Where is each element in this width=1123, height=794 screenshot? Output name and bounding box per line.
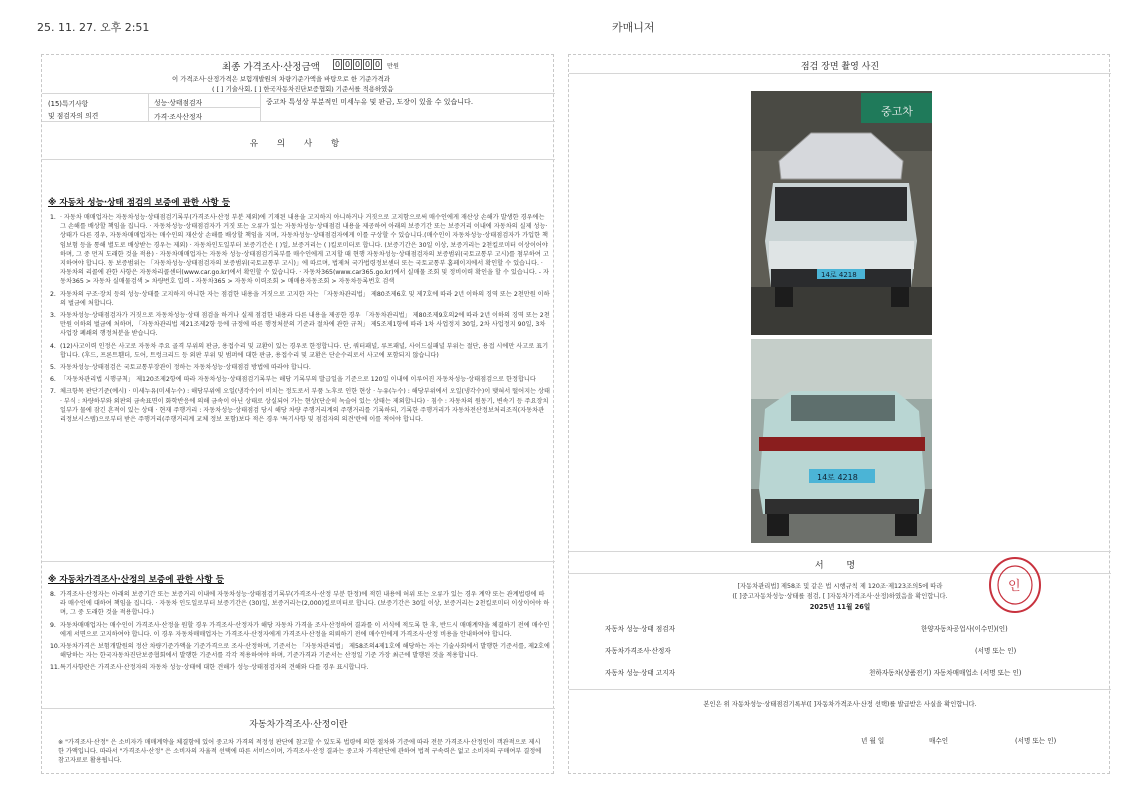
price-digit-boxes [333,59,382,70]
buyer-sign-placeholder: (서명 또는 인) [1015,737,1057,745]
seal-stamp-icon [988,556,1042,614]
right-panel [568,54,1110,774]
buyer-label: 매수인 [929,737,949,745]
cert-line-1: [자동차관리법] 제58조 및 같은 법 시행규칙 제 120조·제123조의5에 따라 [737,583,943,590]
divider [148,93,149,121]
price-title: 최종 가격조사·산정금액 [222,62,320,73]
appraisal-text: ※ "가격조사·산정" 은 소비자가 매매계약을 체결함에 있어 중고차 가격의 적정성 판단에 참고할 수 있도록 법령에 의한 절차와 기준에 따라 전문 가격조사·산정인이 객관적으로 제시한 가액입니다. 따라서 "가격조사·산정" 은 소비자의 자율적 선택에 따른 서비스이며, 가격조사·산정 결과는 중고차 가격판단에 관하여 법적 구속력은 없고 소비자의 구매여부 결정에 참고자료로 활용됩니다. [58,739,542,765]
official-seal-stamp [988,556,1042,614]
divider [42,121,555,122]
notice-item: 5. 자동차성능·상태점검은 국토교통부장관이 정하는 자동차성능·상태점검 방법에 따라야 합니다. [50,364,311,372]
price-note-1: 이 가격조사·산정가격은 보험개발원의 차량기준가액을 바탕으로 한 기준가격과 [172,75,390,83]
section2-title: ※ 자동차가격조사·산정의 보증에 관한 사항 등 [48,575,225,585]
notice-heading: 유 의 사 항 [249,139,348,149]
car-rear-image [751,339,932,543]
site-title: 카매니저 [612,21,655,34]
section2-items [50,590,550,676]
inspector-cell: 성능·상태점검자 [154,99,203,107]
seal-text: 인 [1008,579,1021,594]
notice-item: 3. 자동차성능·상태점검자가 거짓으로 자동차성능·상태 점검을 하거나 실제 점검한 내용과 다른 내용을 제공한 경우 「자동차관리법」 제80조제9호의2에 따라 2년 이하의 징역 또는 2천만원 이하의 벌금에 처하며, 「자동차관리법 제21조제2항 등에 규정에 따른 행정처분의 기준과 절차에 관한 규칙」 제5조제1항에 따라 1차 사업정지 30일, 2차 사업정지 90일, 3차사업장 폐쇄의 행정처분을 받습니다. [50,312,550,338]
cert-date: 2025년 11월 26일 [809,603,871,611]
notice-item: 10. 자동차가격은 보험개발원의 정산 차량기준가액을 기준가격으로 조사·산정하며, 기준서는 「자동차관리법」 제58조의4제1호에 해당하는 자는 기술사회에서 발행한 기준서를, 제2호에 해당하는 자는 한국자동차진단보증협회에서 발행한 기준서를 각각 적용하여야 하며, 기준가격과 기준서는 산정일 기준 가장 최근에 발행된 것을 적용합니다. [50,643,550,660]
issue-confirmation: 본인은 위 자동차성능·상태점검기록부([ ]자동차가격조사·산정 선택)를 발급받은 사실을 확인합니다. [703,701,977,708]
divider [42,561,555,562]
special-label: (15)특기사항 [48,100,89,108]
signature-role: 자동차 성능·상태 고지자 [605,669,675,677]
section1-title: ※ 자동차 성능·상태 점검의 보증에 관한 사항 등 [48,198,230,208]
special-label-sub: 및 점검자의 의견 [48,112,99,120]
plate-1-text: 14로 4218 [821,271,857,279]
signature-name: (서명 또는 인) [975,647,1017,655]
notice-item: 6. 「자동차관리법 시행규칙」 제120조제2항에 따라 자동차성능·상태점검기록부는 해당 기록부의 발급일을 기준으로 120일 이내에 이루어진 자동차성능·상태점검으로 한정합니다 [50,376,536,384]
price-digit: 0 [334,60,341,69]
divider [569,73,1111,74]
divider [42,159,555,160]
notice-item: 8. 가격조사·산정자는 아래의 보증기간 또는 보증거리 이내에 자동차성능·상태점검기록부(가격조사·산정 부분 한정)에 적힌 내용에 허위 또는 오류가 있는 경우 계약 또는 관계법령에 따라 매수인에 대하여 책임을 집니다. · 자동차 인도일로부터 보증기간은 (30)일, 보증거리는(2,000)킬로미터로 합니다. (보증기간은 30일 이상, 보증거리는 2천킬로미터 이상이어야 하며, 그 중 도래한 것을 적용합니다.) [50,591,550,617]
inspection-photo-front [751,91,932,335]
notice-item: 2. 자동차의 구조·장치 등의 성능·상태를 고지하지 아니한 자는 점검한 내용을 거짓으로 고지한 자는 「자동차관리법」 제80조제6호 및 제7호에 따라 2년 이하의 징역 또는 2천만원 이하의 벌금에 처합니다. [50,290,550,307]
price-note-2: ( [ ] 기술사회, [ ] 한국자동차진단보증협회) 기준서를 적용하였음 [212,85,394,93]
signature-role: 자동차 성능·상태 점검자 [605,625,675,633]
section1-items [50,213,550,427]
divider [260,93,261,121]
issue-date-placeholder: 년 월 일 [861,737,885,745]
inspection-photo-rear [751,339,932,543]
signature-name: 천하자동차(상품전기) 자동차매매업소 (서명 또는 인) [869,669,1022,677]
divider [42,708,555,709]
price-digit: 0 [374,60,381,69]
signature-role: 자동차가격조사·산정자 [605,647,671,655]
signature-title: 서 명 [814,561,866,571]
signature-name: 한양자동차공업사(이수민)(인) [921,625,1008,633]
cert-line-2: ([ ]중고자동차성능·상태를 점검, [ ]자동차가격조사·산정)하였음을 확인합니다. [732,593,948,600]
print-datetime: 25. 11. 27. 오후 2:51 [37,21,150,34]
divider [569,551,1111,552]
price-digit: 0 [344,60,351,69]
divider [42,93,555,94]
appraisal-title: 자동차가격조사·산정이란 [249,720,348,730]
price-digit: 0 [354,60,361,69]
inspector-opinion: 중고차 특성상 부분적인 미세누유 및 판금, 도장이 있을 수 있습니다. [266,98,474,106]
appraiser-cell: 가격·조사산정자 [154,113,203,121]
plate-2-text: 14로 4218 [817,473,858,482]
photo-title: 점검 장면 촬영 사진 [800,62,880,72]
notice-item: 9. 자동차매매업자는 매수인이 가격조사·산정을 원할 경우 가격조사·산정자가 해당 자동차 가격을 조사·산정하여 결과를 이 서식에 적도록 한 후, 반드시 매매계약을 체결하기 전에 매수인에게 서면으로 고지하여야 합니다. 이 경우 자동차매매업자는 가격조사·산정자에게 가격조사·산정을 의뢰하기 전에 매수인에게 가격조사·산정 비용을 안내하여야 합니다. [50,621,550,638]
notice-item: 4. (12)사고이력 인정은 사고로 자동차 주요 골격 부위의 판금, 용접수리 및 교환이 있는 경우로 한정합니다. 단, 쿼터패널, 루프패널, 사이드실패널 부위는 절단, 용접 시에만 사고로 표기합니다. (후드, 프론트휀더, 도어, 트렁크리드 등 외판 부위 및 범퍼에 대한 판금, 용접수리 및 교환은 단순수리로서 사고에 포함되지 않습니다) [50,342,549,359]
notice-item: 11. 특기사항란은 가격조사·산정자의 자동차 성능·상태에 대한 견해가 성능·상태점검자의 견해와 다를 경우 표시합니다. [50,664,369,672]
notice-item: 7. 체크항목 판단기준(예시) · 미세누유(미세누수) : 해당부위에 오일(냉각수)이 비치는 정도로서 부품 노후로 인한 현상 · 누유(누수) : 해당부위에서 오일(냉각수)이 맺혀서 떨어지는 상태 · 부식 : 차량하부와 외판의 금속표면이 화학반응에 의해 금속이 아닌 상태로 상실되어 가는 현상(단순히 녹슬어 있는 상태는 제외합니다) · 침수 : 자동차의 원동기, 변속기 등 주요장치 일부가 물에 잠긴 흔적이 있는 상태 · 현재 주행거리 : 자동차성능·상태점검 당시 해당 차량 주행거리계의 주행거리를 기록하되, 기록한 주행거리가 자동차전산정보처리조직(자동차관리정보시스템)으로부터 받은 주행거리(주행거리계 교체 정보 포함)보다 적은 경우 '특기사항 및 점검자의 의견'란에 이를 적어야 합니다. [50,388,550,424]
left-panel [41,54,554,774]
car-front-image [751,91,932,335]
shop-sign-text: 중고차 [881,105,913,118]
divider [148,107,260,108]
divider [569,689,1111,690]
notice-item: 1. · 자동차 매매업자는 자동차성능·상태점검기록부(가격조사·산정 부분 제외)에 기재된 내용을 고지하지 아니하거나 거짓으로 고지함으로써 매수인에게 재산상 손해가 발생한 경우에는 그 손해를 배상할 책임을 집니다. · 자동차성능·상태점검자가 거짓 또는 오류가 있는 자동차성능·상태점검 내용을 제공하여 아래의 보증기간 또는 보증거리 이내에 자동차의 실제 성능·상태가 다른 경우, 자동차매매업자는 매수인의 재산상 손해를 배상할 책임을 지며, 자동차성능·상태점검자에게 이를 구상할 수 있습니다.(매수인이 자동차성능·상태점검자가 가입한 책임보험 등을 통해 별도로 배상받는 경우는 제외) · 자동차인도일부터 보증기간은 ( )일, 보증거리는 ( )킬로미터로 합니다. (보증기간은 30일 이상, 보증거리는 2천킬로미터 이상이어야 하며, 그 중 먼저 도래한 것을 적용) · 자동차매매업자는 자동차 성능·상태점검기록부를 매수인에게 고지할 때 현행 자동차성능·상태점검자의 보증범위(국토교통부 고시)를 첨부하여 고지하여야 합니다. 동 보증범위는 「자동차성능·상태점검자의 보증범위(국토교통부 고시)」에 따르며, 법제처 국가법령정보센터 또는 국토교통부 홈페이지에서 확인할 수 있습니다. · 자동차의 리콜에 관한 사항은 자동차리콜센터(www.car.go.kr)에서 확인할 수 있습니다. · 자동차365(www.car365.go.kr)에서 실매물 조회 및 정비이력 확인을 할 수 있습니다. - 자동차365 > 자동차 실매물검색 > 차량번호 입력 - 자동차365 > 자동차 이력조회 > 매매용자동조회 > 자동차등록번호 검색 [50,214,549,286]
price-unit: 만원 [387,63,399,70]
price-digit: 0 [364,60,371,69]
